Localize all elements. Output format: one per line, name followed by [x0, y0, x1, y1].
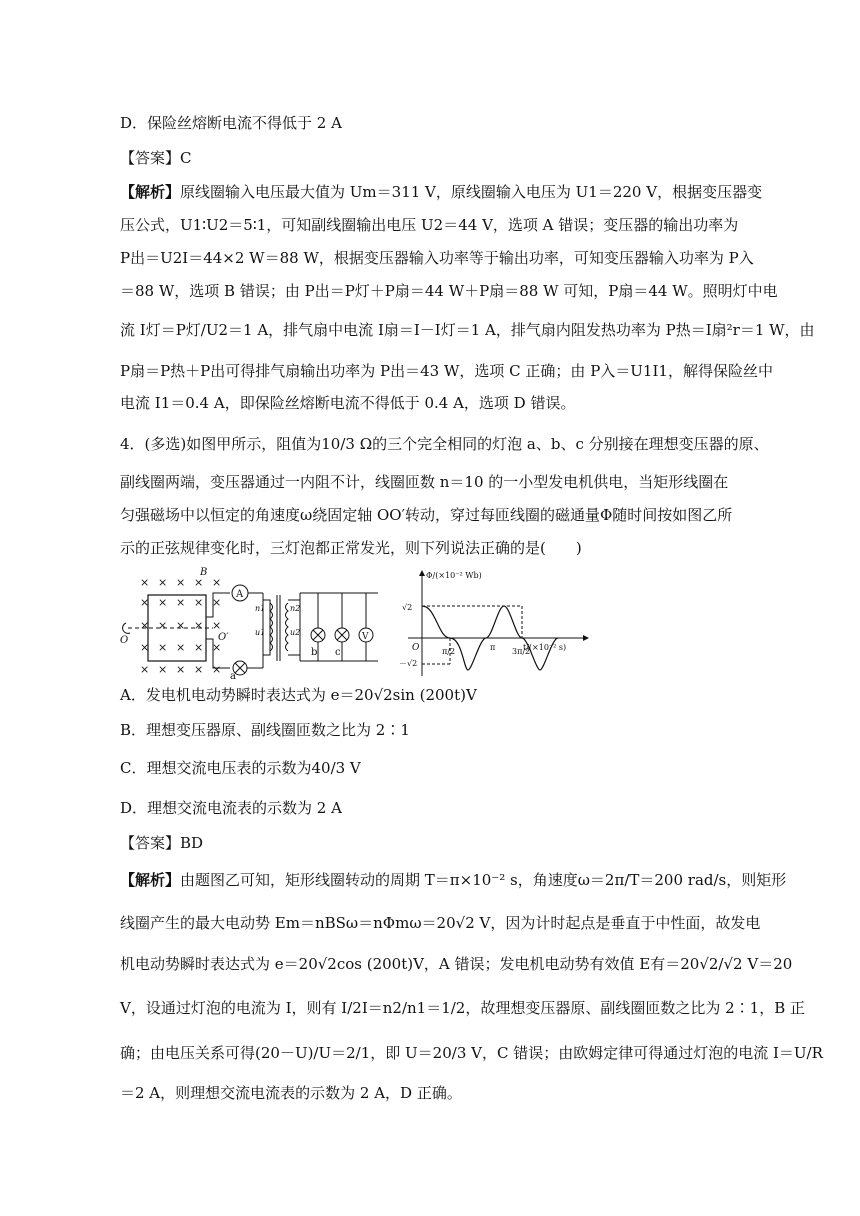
q3-analysis-line-3: P出＝U2I＝44×2 W＝88 W，根据变压器输入功率等于输出功率，可知变压器输入功率为 P入 [120, 249, 754, 267]
q3-analysis-line-4: ＝88 W，选项 B 错误；由 P出＝P灯＋P扇＝44 W＋P扇＝88 W 可知，P扇＝44 W。照明灯中电 [120, 282, 778, 300]
label-lamp-a: a [230, 671, 236, 680]
q3-analysis-line-7: 电流 I1＝0.4 A，即保险丝熔断电流不得低于 0.4 A，选项 D 错误。 [120, 394, 576, 412]
svg-text:×: × [194, 619, 204, 632]
label-ammeter: A [236, 589, 244, 600]
x-tick-half-pi: π/2 [442, 647, 456, 656]
svg-text:×: × [158, 663, 168, 676]
q4-option-d: D．理想交流电流表的示数为 2 A [120, 799, 342, 817]
q4-analysis-line-2: 线圈产生的最大电动势 Em＝nBSω＝nΦmω＝20√2 V，因为计时起点是垂直于中性面，故发电 [120, 914, 761, 932]
q4-analysis-line-1: 【解析】由题图乙可知，矩形线圈转动的周期 T＝π×10⁻² s，角速度ω＝2π/T＝200 rad/s，则矩形 [120, 871, 787, 889]
answer-value: C [180, 149, 192, 167]
q3-answer-row [120, 148, 740, 168]
svg-text:×: × [194, 596, 204, 609]
svg-text:×: × [176, 619, 186, 632]
svg-text:×: × [140, 619, 150, 632]
svg-text:×: × [212, 619, 222, 632]
svg-text:×: × [140, 663, 150, 676]
svg-text:×: × [158, 641, 168, 654]
label-b-field: B [200, 567, 208, 578]
svg-text:×: × [212, 641, 222, 654]
answer-value: BD [180, 834, 204, 852]
svg-text:×: × [140, 641, 150, 654]
svg-text:×: × [212, 576, 222, 589]
analysis-label: 【解析】 [120, 871, 181, 889]
q4-stem-line-2: 副线圈两端，变压器通过一内阻不计，线圈匝数 n＝10 的一小型发电机供电，当矩形线圈在 [120, 473, 729, 491]
label-u1: u1 [255, 628, 266, 637]
q3-analysis-line-1: 【解析】原线圈输入电压最大值为 Um＝311 V，原线圈输入电压为 U1＝220 V，根据变压器变 [120, 183, 763, 201]
svg-text:×: × [158, 619, 168, 632]
svg-text:×: × [140, 576, 150, 589]
q4-answer-row [120, 833, 740, 853]
q4-analysis-line-6: ＝2 A，则理想交流电流表的示数为 2 A，D 正确。 [120, 1084, 462, 1102]
analysis-label: 【解析】 [120, 183, 181, 201]
x-tick-origin: O [412, 643, 420, 653]
svg-text:×: × [194, 663, 204, 676]
phi-axis-label: Φ/(×10⁻² Wb) [426, 571, 482, 580]
label-lamp-c: c [335, 647, 341, 658]
secondary-coil-icon [286, 603, 289, 651]
svg-text:×: × [212, 596, 222, 609]
svg-text:×: × [140, 596, 150, 609]
x-tick-three-half-pi: 3π/2 [512, 647, 531, 656]
q4-analysis-line-5: 确；由电压关系可得(20－U)/U＝2/1，即 U＝20/3 V，C 错误；由欧姆定律可得通过灯泡的电流 I＝U/R [120, 1044, 823, 1062]
t-axis-label: t/(×10⁻² s) [523, 643, 567, 652]
svg-text:×: × [158, 576, 168, 589]
q4-analysis-line-3: 机电动势瞬时表达式为 e＝20√2cos (200t)V，A 错误；发电机电动势有效值 E有＝20√2/√2 V＝20 [120, 955, 793, 973]
label-o: O [120, 635, 129, 646]
q4-analysis-line-4: V，设通过灯泡的电流为 I，则有 I/2I＝n2/n1＝1/2，故理想变压器原、副线圈匝数之比为 2∶1，B 正 [120, 999, 805, 1017]
answer-label: 【答案】 [120, 149, 181, 167]
q3-option-d: D．保险丝熔断电流不得低于 2 A [120, 114, 342, 132]
svg-text:×: × [194, 641, 204, 654]
q4-stem-line-4: 示的正弦规律变化时，三灯泡都正常发光，则下列说法正确的是( ) [120, 539, 582, 557]
label-o-prime: O′ [218, 632, 229, 643]
q4-option-c: C．理想交流电压表的示数为40/3 V [120, 759, 361, 777]
q3-analysis-line-2: 压公式，U1∶U2＝5∶1，可知副线圈输出电压 U2＝44 V，选项 A 错误；变压器的输出功率为 [120, 216, 739, 234]
y-tick-neg: －√2 [399, 659, 418, 668]
flux-graph [398, 568, 598, 680]
label-voltmeter: V [362, 632, 369, 642]
q3-analysis-line-6: P扇＝P热＋P出可得排气扇输出功率为 P出＝43 W，选项 C 正确；由 P入＝U1I1，解得保险丝中 [120, 362, 773, 380]
label-n1: n1 [255, 604, 266, 613]
svg-text:×: × [176, 663, 186, 676]
svg-text:×: × [158, 596, 168, 609]
label-u2: u2 [290, 628, 301, 637]
x-tick-pi: π [490, 643, 496, 652]
q4-stem-line-1: 4．(多选)如图甲所示，阻值为10/3 Ω的三个完全相同的灯泡 a、b、c 分别接在理想变压器的原、 [120, 435, 769, 453]
primary-coil-icon [270, 603, 273, 651]
svg-text:×: × [194, 576, 204, 589]
q4-stem-line-3: 匀强磁场中以恒定的角速度ω绕固定轴 OO′转动，穿过每匝线圈的磁通量Φ随时间按如图乙所 [120, 506, 733, 524]
svg-text:×: × [176, 641, 186, 654]
q3-analysis-line-5: 流 I灯＝P灯/U2＝1 A，排气扇中电流 I扇＝I－I灯＝1 A，排气扇内阻发热功率为 P热＝I扇²r＝1 W，由 [120, 321, 815, 339]
label-lamp-b: b [311, 647, 318, 658]
circuit-figure [118, 565, 388, 680]
q4-option-b: B．理想变压器原、副线圈匝数之比为 2∶1 [120, 721, 410, 739]
label-n2: n2 [290, 604, 301, 613]
svg-text:×: × [176, 576, 186, 589]
svg-text:×: × [212, 663, 222, 676]
answer-label: 【答案】 [120, 834, 181, 852]
y-tick-pos: √2 [402, 603, 413, 612]
svg-text:×: × [176, 596, 186, 609]
q4-option-a: A．发电机电动势瞬时表达式为 e＝20√2sin (200t)V [120, 686, 477, 704]
